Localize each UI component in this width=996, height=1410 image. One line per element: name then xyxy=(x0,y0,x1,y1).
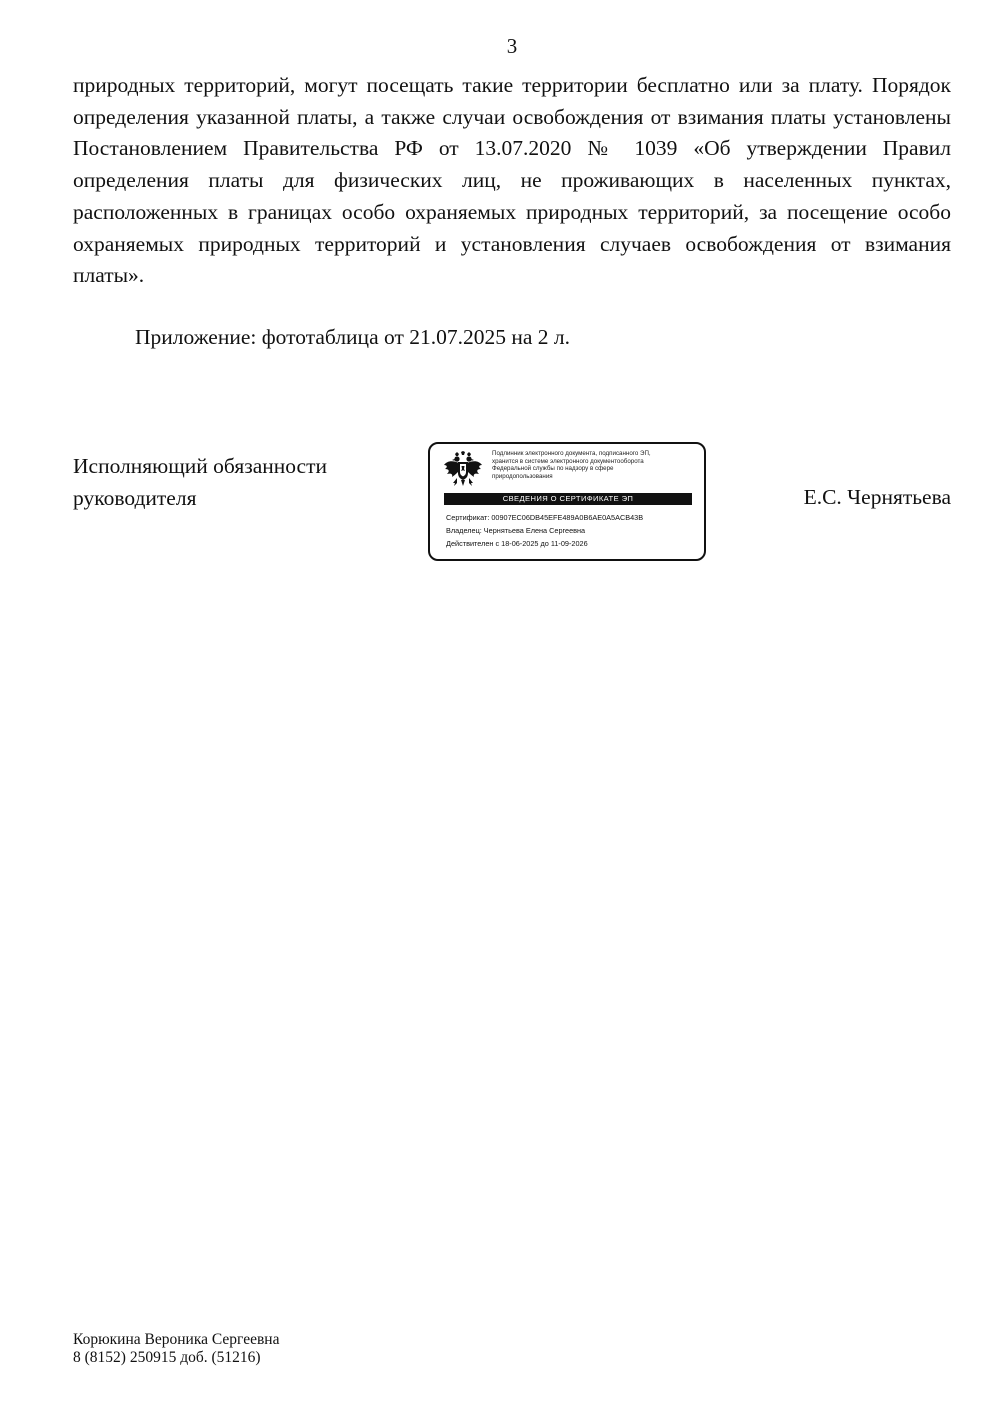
stamp-note-line2: хранится в системе электронного документооборота xyxy=(492,457,644,465)
signer-position-line1: Исполняющий обязанности xyxy=(73,454,327,478)
body-paragraph: природных территорий, могут посещать такие территории бесплатно или за плату. Порядок определения указанной платы, а также случаи освобождения от взимания платы установлены Постановлением Правительства РФ от 13.07.2020 № 1039 «Об утверждении Правил определения платы для физических лиц, не проживающих в населенных пунктах, расположенных в границах особо охраняемых природных территорий, за посещение особо охраняемых природных территорий и установления случаев освобождения от взимания платы». xyxy=(73,73,951,288)
contact-phone: 8 (8152) 250915 доб. (51216) xyxy=(73,1349,261,1366)
stamp-note-line3: Федеральной службы по надзору в сфере xyxy=(492,465,614,473)
stamp-note-line1: Подлинник электронного документа, подписанного ЭП, xyxy=(492,450,651,457)
contact-block xyxy=(73,1331,279,1367)
signer-position-line2: руководителя xyxy=(73,485,197,510)
stamp-certificate: Сертификат: 00907EC06DB45EFE489A0B6AE0A5ACB43B xyxy=(446,513,644,522)
double-headed-eagle-icon xyxy=(442,451,484,491)
stamp-owner: Владелец: Чернятьева Елена Сергеевна xyxy=(446,526,586,535)
attachment-line: Приложение: фототаблица от 21.07.2025 на 2 л. xyxy=(135,325,570,349)
contact-name: Корюкина Вероника Сергеевна xyxy=(73,1331,280,1348)
signer-position xyxy=(73,451,327,514)
stamp-header: СВЕДЕНИЯ О СЕРТИФИКАТЕ ЭП xyxy=(444,493,692,505)
page-number: 3 xyxy=(506,34,518,58)
stamp-validity: Действителен с 18-06-2025 до 11-09-2026 xyxy=(446,539,588,548)
stamp-note xyxy=(492,450,702,480)
digital-signature-stamp xyxy=(428,442,706,561)
stamp-note-line4: природопользования xyxy=(492,472,553,480)
signer-name: Е.С. Чернятьева xyxy=(803,485,951,509)
